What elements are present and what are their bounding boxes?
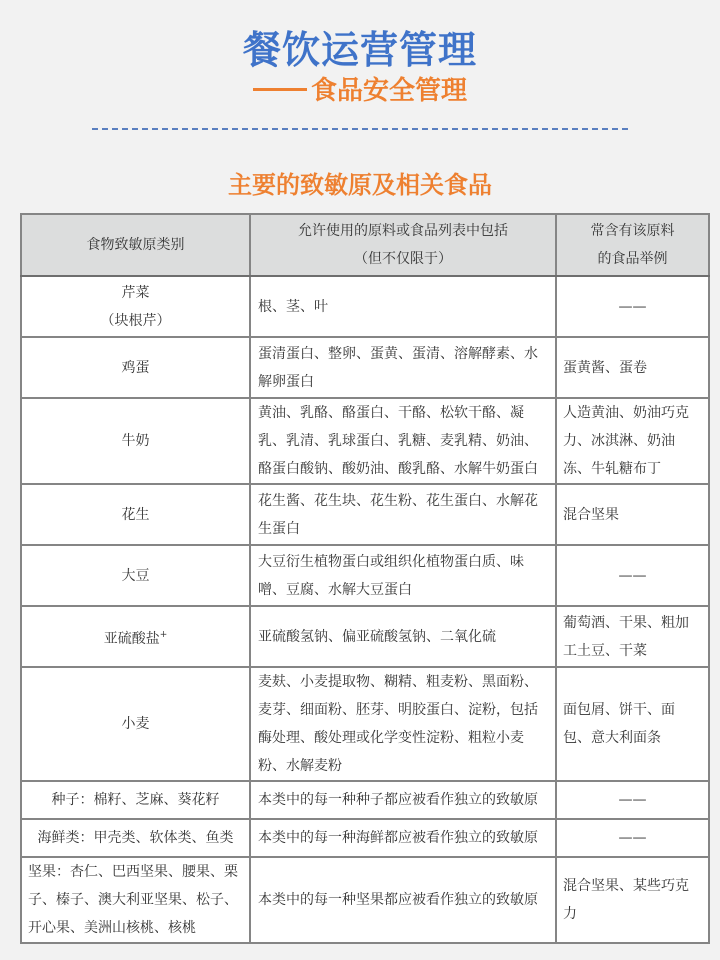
table-row: [21, 819, 709, 857]
cell-category: 鸡蛋: [21, 337, 250, 398]
cell-category: 牛奶: [21, 398, 250, 484]
category-text: 亚硫酸盐: [103, 630, 160, 647]
em-dash-decoration: [253, 88, 307, 91]
category-text: 芹菜: [121, 284, 150, 301]
page-title: 餐饮运营管理: [242, 28, 477, 72]
table-row: [21, 781, 709, 819]
cell-examples: ——: [556, 545, 709, 606]
table-row: [21, 857, 709, 943]
cell-ingredients: 黄油、乳酪、酪蛋白、干酪、松软干酪、凝乳、乳清、乳球蛋白、乳糖、麦乳精、奶油、酪蛋白酸钠、酸奶油、酸乳酪、水解牛奶蛋白: [250, 398, 556, 484]
cell-ingredients: 亚硫酸氢钠、偏亚硫酸氢钠、二氧化硫: [250, 606, 556, 667]
cell-examples: ——: [556, 276, 709, 337]
cell-category: 海鲜类：甲壳类、软体类、鱼类: [21, 819, 250, 857]
table-row: [21, 606, 709, 667]
table-row: [21, 545, 709, 606]
cell-ingredients: 本类中的每一种坚果都应被看作独立的致敏原: [250, 857, 556, 943]
allergen-table: [20, 213, 710, 944]
cell-ingredients: 本类中的每一种种子都应被看作独立的致敏原: [250, 781, 556, 819]
cell-category: 大豆: [21, 545, 250, 606]
column-header-text: 允许使用的原料或食品列表中包括: [298, 223, 508, 239]
cell-examples: 葡萄酒、干果、粗加工土豆、干菜: [556, 606, 709, 667]
cell-category: 花生: [21, 484, 250, 545]
cell-ingredients: 花生酱、花生块、花生粉、花生蛋白、水解花生蛋白: [250, 484, 556, 545]
table-row: [21, 276, 709, 337]
cell-category: 种子：棉籽、芝麻、葵花籽: [21, 781, 250, 819]
page-subtitle-text: 食品安全管理: [310, 76, 467, 106]
cell-category: 坚果：杏仁、巴西坚果、腰果、栗子、榛子、澳大利亚坚果、松子、开心果、美洲山核桃、核桃: [21, 857, 250, 943]
cell-ingredients: 本类中的每一种海鲜都应被看作独立的致敏原: [250, 819, 556, 857]
page-subtitle: [0, 74, 720, 108]
cell-examples: 面包屑、饼干、面包、意大利面条: [556, 667, 709, 781]
column-header-category: [21, 214, 250, 276]
table-row: [21, 398, 709, 484]
table-row: [21, 484, 709, 545]
column-header-examples: [556, 214, 709, 276]
column-header-text: 食物致敏原类别: [86, 237, 185, 253]
cell-category: 小麦: [21, 667, 250, 781]
column-header-text: 常含有该原料: [590, 223, 675, 239]
cell-examples: 人造黄油、奶油巧克力、冰淇淋、奶油冻、牛轧糖布丁: [556, 398, 709, 484]
column-header-ingredients: [250, 214, 556, 276]
category-note: （块根芹）: [100, 312, 171, 329]
cell-examples: 蛋黄酱、蛋卷: [556, 337, 709, 398]
table-header-row: [21, 214, 709, 276]
cell-category: [21, 606, 250, 667]
cell-ingredients: 根、茎、叶: [250, 276, 556, 337]
cell-ingredients: 大豆衍生植物蛋白或组织化植物蛋白质、味噌、豆腐、水解大豆蛋白: [250, 545, 556, 606]
cell-ingredients: 麦麸、小麦提取物、糊精、粗麦粉、黑面粉、麦芽、细面粉、胚芽、明胶蛋白、淀粉，包括酶处理、酸处理或化学变性淀粉、粗粒小麦粉、水解麦粉: [250, 667, 556, 781]
table-row: [21, 337, 709, 398]
cell-examples: ——: [556, 819, 709, 857]
cell-examples: ——: [556, 781, 709, 819]
cell-examples: 混合坚果、某些巧克力: [556, 857, 709, 943]
table-row: [21, 667, 709, 781]
cell-category: [21, 276, 250, 337]
section-title: 主要的致敏原及相关食品: [228, 171, 492, 199]
column-header-text: 的食品举例: [597, 251, 668, 267]
dashed-divider: [92, 128, 628, 130]
cell-ingredients: 蛋清蛋白、整卵、蛋黄、蛋清、溶解酵素、水解卵蛋白: [250, 337, 556, 398]
column-header-text: （但不仅限于）: [354, 251, 452, 267]
cell-examples: 混合坚果: [556, 484, 709, 545]
footnote-marker: +: [159, 629, 168, 640]
